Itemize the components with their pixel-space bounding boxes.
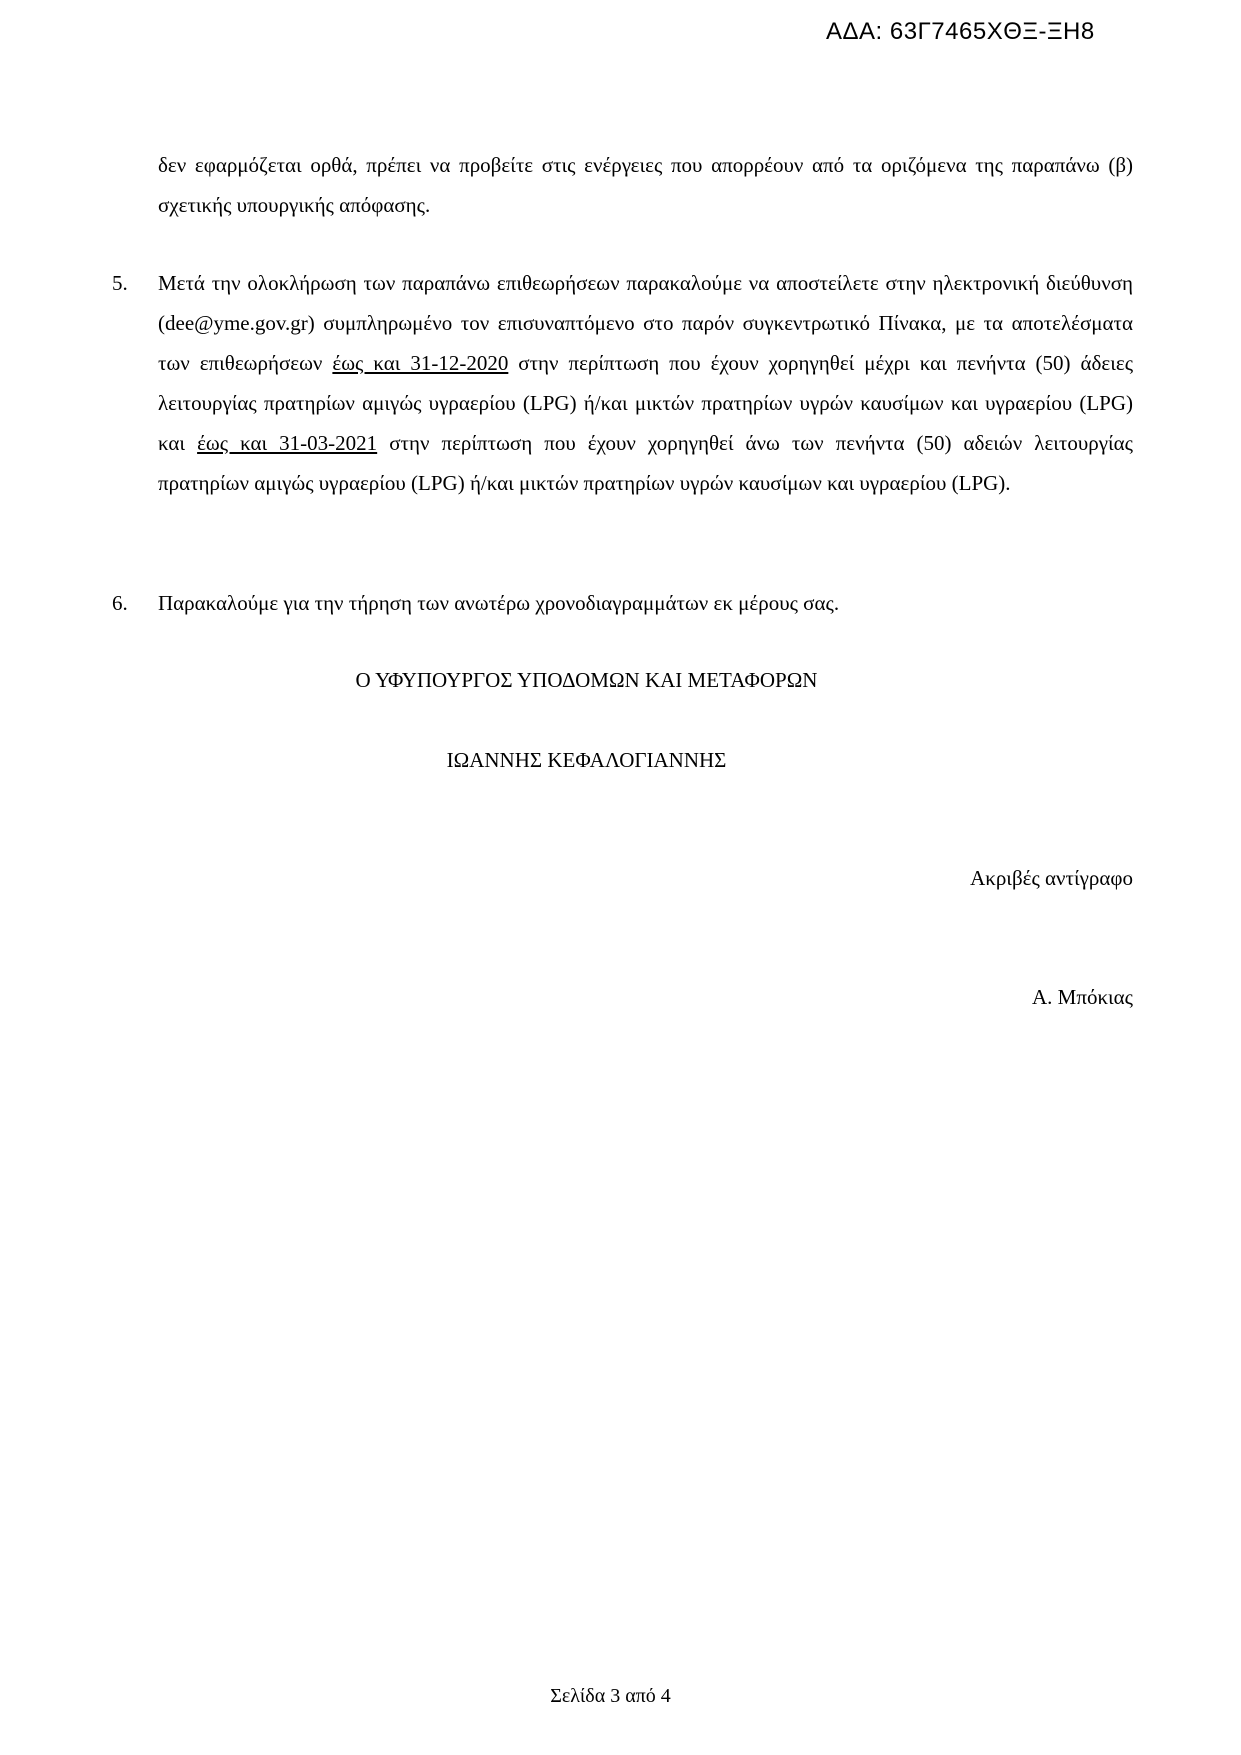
- list-item-5: [112, 263, 1133, 503]
- signer-title: Ο ΥΦΥΠΟΥΡΓΟΣ ΥΠΟΔΟΜΩΝ ΚΑΙ ΜΕΤΑΦΟΡΩΝ: [355, 668, 818, 692]
- text-segment: στην περίπτωση που έχουν χορηγηθεί άνω των πενήντα (50) αδειών λειτουργίας πρατηρίων αμιγώς υγραερίου (LPG) ή/και μικτών πρατηρίων υγρών καυσίμων και υγραερίου (LPG).: [158, 431, 1133, 495]
- deadline-date-1: έως και 31-12-2020: [332, 351, 509, 375]
- list-item-number: 5.: [112, 271, 128, 295]
- list-item-text: Παρακαλούμε για την τήρηση των ανωτέρω χρονοδιαγραμμάτων εκ μέρους σας.: [158, 591, 840, 615]
- text-segment: στην περίπτωση που έχουν χορηγηθεί μέχρι και πενήντα (50) άδειες λειτουργίας πρατηρίων αμιγώς υγραερίου (LPG) ή/και μικτών πρατηρίων υγρών καυσίμων και υγραερίου (LPG) και: [158, 351, 1134, 455]
- list-item-6: [112, 583, 1133, 623]
- signer-name: ΙΩΑΝΝΗΣ ΚΕΦΑΛΟΓΙΑΝΝΗΣ: [446, 748, 727, 772]
- certified-copy-name: Α. Μπόκιας: [1032, 985, 1133, 1009]
- page-number: Σελίδα 3 από 4: [550, 1685, 671, 1707]
- paragraph-continuation: δεν εφαρμόζεται ορθά, πρέπει να προβείτε στις ενέργειες που απορρέουν από τα οριζόμενα της παραπάνω (β) σχετικής υπουργικής απόφασης.: [158, 153, 1133, 217]
- list-item-text: [158, 263, 1133, 503]
- text-segment: Μετά την ολοκλήρωση των παραπάνω επιθεωρήσεων παρακαλούμε να αποστείλετε στην ηλεκτρονική διεύθυνση (dee@yme.gov.gr) συμπληρωμένο τον επισυναπτόμενο στο παρόν συγκεντρωτικό Πίνακα, με τα αποτελέσματα των επιθεωρήσεων: [158, 271, 1133, 375]
- deadline-date-2: έως και 31-03-2021: [197, 431, 378, 455]
- ada-code: ΑΔΑ: 63Γ7465ΧΘΞ-ΞΗ8: [826, 18, 1095, 45]
- list-item-number: 6.: [112, 591, 128, 615]
- certified-copy-label: Ακριβές αντίγραφο: [970, 866, 1133, 890]
